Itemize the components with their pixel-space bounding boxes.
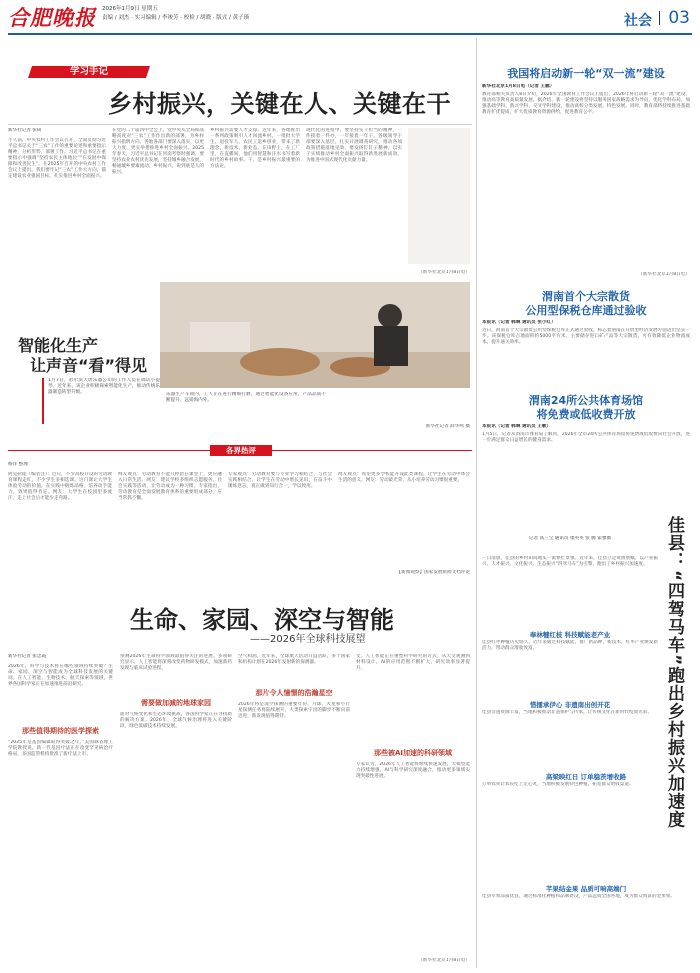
voices-col-3: 专家观点：劳动教育要与专业学习相结合，与社会实践相结合，让学生在劳动中增长见识，在奋斗中锤炼意志，真正做到知行合一，学以致用。 (228, 472, 332, 489)
tech-subheadline: ——2026年全球科技展望 (250, 634, 366, 645)
study-col-3: 乡村振兴需要人才支撑。近年来，各地推出一系列政策吸引人才回流乡村。一批批大学生、退役军人、农民工返乡创业，带来了新理念、新技术、新业态。在田野上，在工厂里，在直播间，他们用智慧和汗水书写着新时代的乡村故事。干，是乡村振兴最重要的方法论。 (210, 128, 300, 169)
ai-photographer: 新华社记者 薛华鸣 摄 (425, 424, 470, 429)
ai-title-2: 让声音“看”得见 (30, 356, 148, 375)
tech-sub-3: 那片令人憧憬的浩瀚星空 (255, 689, 333, 697)
a1-text: 教育部相关负责人8日介绍，2026年全国教育工作会议上提出，2026年将启动新一轮“双一流”建设，推动高等教育高质量发展。据介绍，新一轮建设将坚持以服务国家战略需求为导向，优化学科布局，加强基础学科、新兴学科、交叉学科建设，推动高校分类发展、特色发展。同时，教育部将持续推进基础教育扩优提质，扩大优质教育资源供给，促进教育公平。 (482, 92, 690, 115)
a1-source: （新华社北京1月8日电） (638, 272, 690, 277)
ai-caption-left: 1月7日，哈尔滨大唐乐器公司的工作人员在调试小提琴。近年来，该企业积极探索智能化生产，推动传统乐器制造转型升级。 (48, 378, 160, 395)
voices-banner: 各界热评 (210, 445, 272, 456)
voices-col-2: 网友观点：劳动教育不能只停留在课堂上，更应融入日常生活。网友：建议学校多组织志愿服务、社会实践等活动，让劳动成为一种习惯。专家指出，劳动教育是全面发展教育体系的重要组成部分，应当常抓不懈。 (118, 472, 222, 501)
voices-col-1: 阿克拉提（编者注）：近日，不少高校开设的劳动教育课程走红，不少学生争相选课。这门课让大学生体验劳动的价值，在实践中锻炼品格，培养动手能力，效果值得肯定。网友：大学生在校园里多流汗，走上社会后才能少走弯路。 (8, 472, 112, 501)
newspaper-logo: 合肥晚报 (8, 5, 96, 30)
tech-sub-1: 那些值得期待的医学探索 (22, 727, 99, 735)
a2-dateline: 本报讯（记者 韩琳 通讯员 张小红） (482, 320, 556, 325)
jx-text-1: 佳县红枣种植历史悠久，近年来通过科技赋能，推广新品种、新技术，红枣产业焕发新活力，带动群众增收致富。 (482, 640, 658, 651)
ai-caption-left-box (42, 378, 160, 424)
jiaxian-vertical-title: 佳县：“四驾马车”跑出乡村振兴加速度 (664, 516, 684, 829)
a1-title: 我国将启动新一轮“双一流”建设 (507, 67, 665, 80)
study-byline: 新华社记者 张研 (8, 128, 42, 133)
study-banner: 学习手记 (69, 66, 108, 77)
tech-source: （新华社北京1月8日电） (418, 958, 470, 963)
tech-col-4 (356, 654, 470, 952)
tech-col-4-text: 文。人工智能正在重塑科学研究的方式，从天文观测到材料设计，AI的应用范围不断扩大，研究效率显著提升。 (356, 654, 470, 671)
a2-title: 渭南首个大宗散货 (542, 290, 630, 303)
section-separator (659, 11, 661, 25)
jx-text-4: 佳县苹果品质优良，通过标准化种植和品牌建设，产品远销全国各地，成为群众致富的金果果。 (482, 894, 675, 899)
jx-text-3: 订单农业让农民吃上定心丸，当地积极发展特色种植，拓宽群众增收渠道。 (482, 782, 634, 787)
tech-col-3 (238, 654, 350, 962)
tech-col-2 (120, 654, 232, 972)
voices-source: 【新闻观察】国家发展新闻文档评论 (396, 570, 470, 575)
a3-text: 1月5日，记者从渭南市体育局了解到，2026年全市24所公共体育场馆将免费或低收费向社会开放，进一步满足群众日益增长的健身需求。 (482, 432, 690, 443)
a3-title: 渭南24所公共体育场馆 (528, 394, 644, 407)
tech-col-1 (8, 664, 113, 950)
tech-byline: 新华社记者 张忠霞 (8, 654, 47, 659)
section-name: 社会 (624, 13, 652, 29)
jx-sub-4: 芊果结金果 品质可响高端门 (545, 885, 627, 893)
tech-col-2-text: 预测2026年生命科学领域最值得关注的进展。多项研究显示，人工智能将深刻改变药物研发模式，加速新药发现与临床试验进程。 (120, 654, 232, 671)
tech-sub-2: 需要做加减的地球家园 (141, 699, 211, 707)
ai-photo-main (160, 282, 470, 388)
a2-title-2: 公用型保税仓库通过验收 (525, 304, 647, 317)
tech-headline: 生命、家园、深空与智能 (130, 606, 394, 634)
editor-line: 责编 / 刘杰 · 实习编辑 / 李竣芳 · 校检 / 胡晓 · 版式 / 黄子瑛 (102, 15, 250, 21)
jx-text: 一日清晨，佳县的乡村田间地头一派繁忙景象。近年来，佳县立足资源禀赋，以产业振兴、人才振兴、文化振兴、生态振兴“四驾马车”为引擎，跑出了乡村振兴加速度。 (482, 556, 658, 567)
tech-col-4-text-b: 专家认为，2026年人工智能将继续快速发展，大模型能力持续增强，AI与科学研究深度融合，推动更多领域实现突破性进展。 (356, 762, 470, 779)
study-divider (8, 124, 472, 125)
tech-col-2-text-b: 面对气候变化和生态环境挑战，各国科学家正在寻找新的解决方案。2026年，全球气候治理将进入关键阶段，绿色低碳技术持续发展。 (120, 712, 232, 729)
jx-text-2: 佳县非遗资源丰富，当地积极推动非遗保护与传承，让传统文化在新时代绽放光彩。 (482, 710, 652, 715)
tech-col-3-text-b: 2026年将是深空探测的重要年份。月球、火星和小行星探测任务将陆续展开，人类探索宇宙的脚步不断向前迈进，新发现值得期待。 (238, 702, 350, 719)
study-headline: 乡村振兴，关键在人、关键在干 (108, 90, 451, 118)
a3-dateline: 本报讯（记者 韩琳 通讯员 王敏） (482, 424, 552, 429)
study-blank-space (408, 128, 470, 264)
a2-text: 近日，渭南首个大宗散货公用型保税仓库正式通过验收，标志着渭南在开放型经济发展方面迈出坚实一步。该保税仓库占地面积约5000平方米，主要储存进口矿产品等大宗散货，可有效降低企业物流成本，提升通关效率。 (482, 328, 690, 345)
study-col-4: 现代化的进程中，要坚持实干担当的精神，一件接着一件办，一年接着一年干。各级领导干部要深入基层，扎实开展调查研究，推动各项政策措施落地见效。要发扬钉钉子精神，以实干实绩推动乡村全面振兴取得新进展新成效，为推进中国式现代化贡献力量。 (306, 128, 402, 163)
jx-sub-1: 奉林犍红枝 科技赋能老产业 (529, 631, 611, 639)
tech-col-1-text: 2026年，科学与技术将在哪些领域持续突破？生命、家园、深空与智能成为全球科技发展的关键词。在人工智能、生物技术、航天探索等领域，世界各国科学家正在加速推进前沿研究。 (8, 664, 113, 687)
ai-caption-right: 乐器生产车间内，工人正在进行精细打磨。通过智能化设备应用，产品品质不断提升，远销海内外。 (166, 392, 326, 403)
header-rule (8, 33, 692, 35)
a1-dateline: 新华社北京1月8日电（记者 王鹏） (482, 84, 555, 89)
jx-sub-2: 惜擂承伊心 非遗南出创开花 (529, 701, 611, 709)
voices-col-4: 网友观点：希望更多学校能开设此类课程，让学生在劳动中体会生活的意义。网友：劳动最光荣，从小培养劳动习惯很重要。 (338, 472, 470, 483)
column-separator (476, 38, 477, 968)
date-line: 2026年1月9日 星期五 (102, 6, 158, 12)
study-col-1: 不久前，中央农村工作会议召开，全面贯彻习近平总书记关于“三农”工作的重要论述和重要指示精神，分析形势、部署工作。习近平总书记在重要指示中强调“坚持农民主体地位”“在发展中保障和改善民生”。在2025年召开的中央农村工作会议上提出，我们要牢记“三农”工作大方向，锚定建设农业强国目标，扎实推进乡村全面振兴。 (8, 138, 106, 179)
ai-title-1: 智能化生产 (17, 336, 98, 355)
study-col-2: 在党的二十届四中全会上，党中央从全局和战略高度对“三农”工作作出新的部署，为乡村振兴指明方向。各地各部门要深入落实，以更大力度、更实举措推进乡村全面振兴。2025年春天，习近平总书记在河南考察时强调，要坚持农业农村优先发展，坚持城乡融合发展，畅通城乡要素流动。乡村振兴，说到底是人的振兴。 (112, 128, 204, 175)
jx-byline: 记者 高三宝 通讯员 康英英 张 腾 霍雅薇 (528, 536, 612, 541)
tech-col-1-text-b: “2025年是基因编辑取得突破之年。”美国麻省理工学院教授说。新一代基因疗法正在改变罕见病治疗格局，多国监管机构批准了新疗法上市。 (8, 740, 113, 757)
ai-caption-right-box (166, 392, 326, 432)
jx-sub-3: 高梁映红日 订单稳茨增收路 (545, 773, 627, 781)
study-source: （新华社北京1月8日电） (418, 270, 470, 275)
voices-byline: 杨洋 整理 (8, 462, 28, 467)
tech-col-3-text: 空气和油。近年来，全球航天活动日益活跃，多个国家和机构计划在2026年发射新的探测器。 (238, 654, 350, 665)
tech-sub-4: 那些被AI加速的科研领域 (373, 749, 453, 757)
a3-title-2: 将免费或低收费开放 (536, 408, 636, 421)
ai-photo-illustration (160, 282, 470, 388)
page-number: 03 (668, 8, 690, 28)
